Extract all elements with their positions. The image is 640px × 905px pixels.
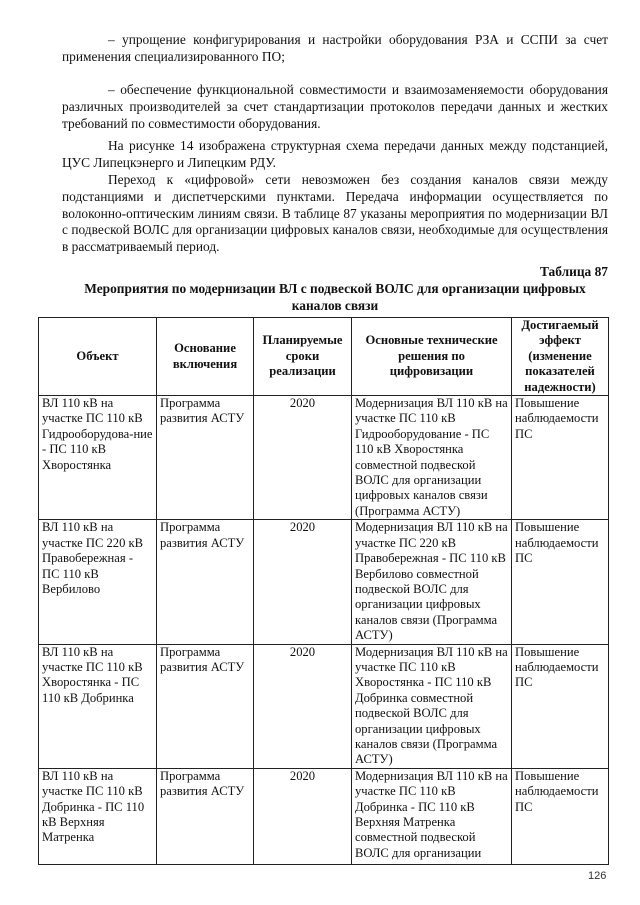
cell-object: ВЛ 110 кВ на участке ПС 220 кВ Правобережная - ПС 110 кВ Вербилово: [39, 520, 157, 644]
table-title: Мероприятия по модернизации ВЛ с подвеской ВОЛС для организации цифровых каналов связи: [84, 281, 586, 313]
cell-effect: Повышение наблюдаемости ПС: [512, 520, 609, 644]
header-solutions: Основные технические решения по цифровизации: [352, 318, 512, 396]
table-number: Таблица 87: [539, 264, 608, 279]
paragraph-bullet-2: – обеспечение функциональной совместимости и взаимозаменяемости оборудования различных производителей за счет стандартизации протоколов передачи данных и жестких требований по совместимости оборудования.: [62, 82, 608, 131]
paragraph-bullet-1: – упрощение конфигурирования и настройки оборудования РЗА и ССПИ за счет применения специализированного ПО;: [62, 32, 608, 64]
cell-term: 2020: [254, 644, 352, 768]
cell-solutions: Модернизация ВЛ 110 кВ на участке ПС 110 кВ Гидрооборудование - ПС 110 кВ Хворостянка совместной подвеской ВОЛС для организации цифровых каналов связи (Программа АСТУ): [352, 396, 512, 520]
header-object: Объект: [39, 318, 157, 396]
table-row: [39, 396, 609, 520]
cell-solutions: Модернизация ВЛ 110 кВ на участке ПС 110 кВ Хворостянка - ПС 110 кВ Добринка совместной подвеской ВОЛС для организации цифровых каналов связи (Программа АСТУ): [352, 644, 512, 768]
cell-object: ВЛ 110 кВ на участке ПС 110 кВ Хворостянка - ПС 110 кВ Добринка: [39, 644, 157, 768]
paragraph-figure-ref: На рисунке 14 изображена структурная схема передачи данных между подстанцией, ЦУС Липецкэнерго и Липецким РДУ.: [62, 138, 608, 170]
header-basis: Основание включения: [157, 318, 254, 396]
cell-term: 2020: [254, 520, 352, 644]
cell-effect: Повышение наблюдаемости ПС: [512, 768, 609, 864]
header-effect: Достигаемый эффект (изменение показателей надежности): [512, 318, 609, 396]
cell-term: 2020: [254, 768, 352, 864]
cell-term: 2020: [254, 396, 352, 520]
cell-basis: Программа развития АСТУ: [157, 396, 254, 520]
cell-solutions: Модернизация ВЛ 110 кВ на участке ПС 220 кВ Правобережная - ПС 110 кВ Вербилово совместной подвеской ВОЛС для организации цифровых каналов связи (Программа АСТУ): [352, 520, 512, 644]
cell-object: ВЛ 110 кВ на участке ПС 110 кВ Гидрооборудова-ние - ПС 110 кВ Хворостянка: [39, 396, 157, 520]
cell-basis: Программа развития АСТУ: [157, 520, 254, 644]
table-row: [39, 768, 609, 864]
table-row: [39, 644, 609, 768]
measures-table: [38, 317, 609, 865]
cell-basis: Программа развития АСТУ: [157, 644, 254, 768]
paragraph-table-intro: Переход к «цифровой» сети невозможен без создания каналов связи между подстанциями и диспетчерскими пунктами. Передача информации осуществляется по волоконно-оптическим линиям связи. В таблице 87 указаны мероприятия по модернизации ВЛ с подвеской ВОЛС для организации цифровых каналов связи, необходимые для осуществления в рассматриваемый период.: [62, 172, 608, 255]
table-header-row: [39, 318, 609, 396]
cell-object: ВЛ 110 кВ на участке ПС 110 кВ Добринка - ПС 110 кВ Верхняя Матренка: [39, 768, 157, 864]
cell-basis: Программа развития АСТУ: [157, 768, 254, 864]
header-term: Планируемые сроки реализации: [254, 318, 352, 396]
page-number: 126: [588, 870, 607, 882]
cell-effect: Повышение наблюдаемости ПС: [512, 644, 609, 768]
cell-effect: Повышение наблюдаемости ПС: [512, 396, 609, 520]
cell-solutions: Модернизация ВЛ 110 кВ на участке ПС 110 кВ Добринка - ПС 110 кВ Верхняя Матренка совместной подвеской ВОЛС для организации: [352, 768, 512, 864]
table-row: [39, 520, 609, 644]
